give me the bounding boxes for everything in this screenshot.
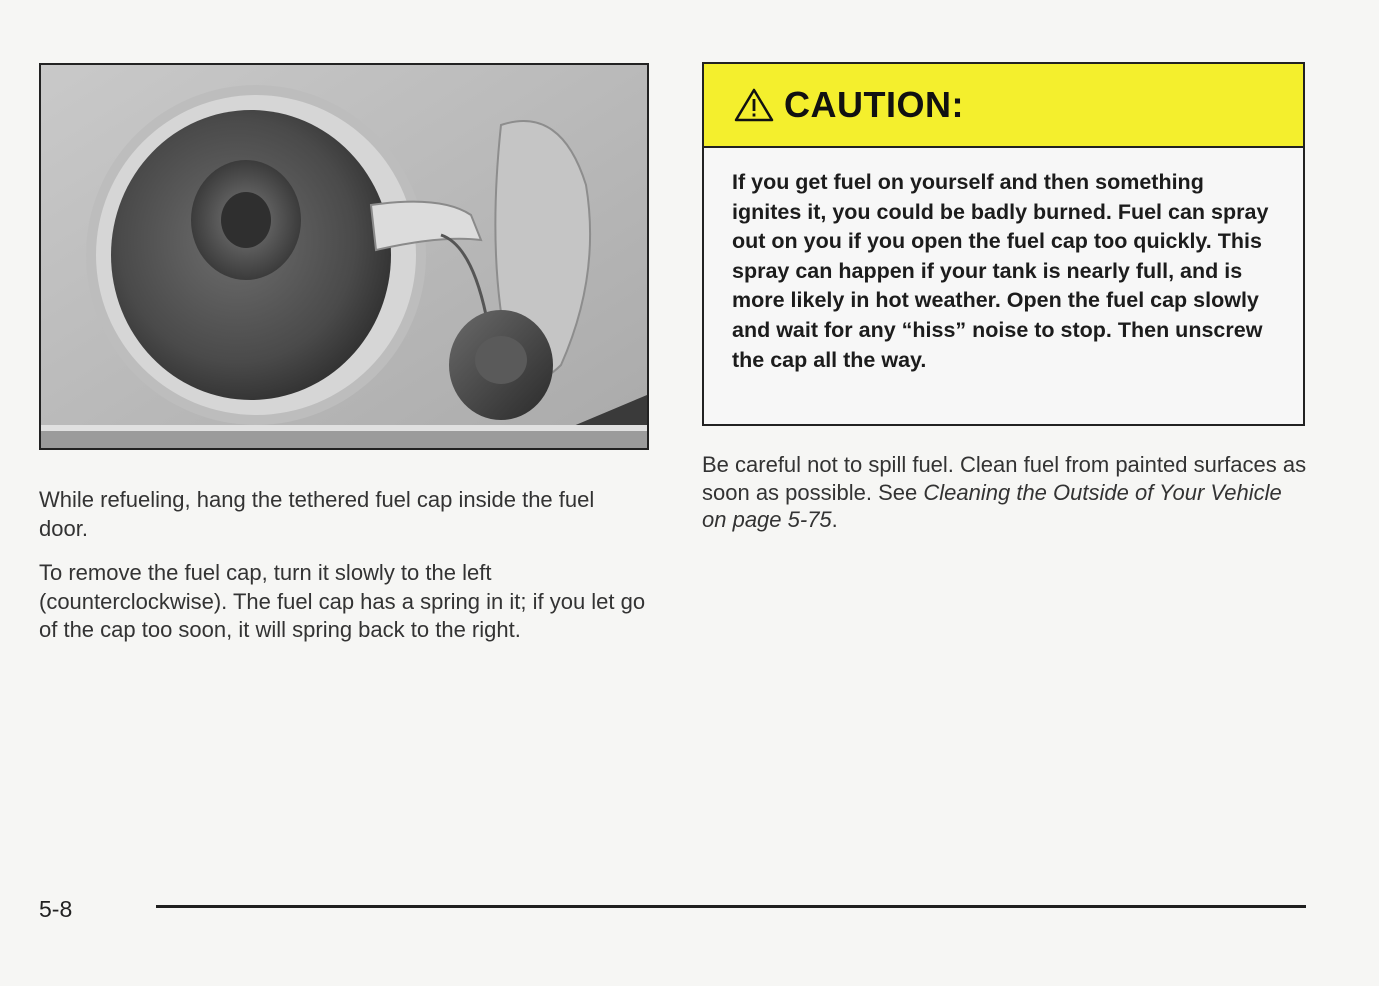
cleaning-reference: Cleaning the Outside of Your Vehicle on page 5-75	[702, 479, 1282, 532]
fuel-cap-photo	[39, 63, 649, 450]
caution-title: CAUTION:	[784, 84, 964, 125]
caution-text: If you get fuel on yourself and then something ignites it, you could be badly burned. Fuel can spray out on you if you open the fuel cap too quickly. This spray can happen if your tank is nearly full, and is more likely in hot weather. Open the fuel cap slowly and wait for any “hiss” noise to stop. Then unscrew the cap all the way.	[732, 170, 1269, 372]
warning-triangle-icon	[734, 88, 774, 122]
refuel-paragraph-1: While refueling, hang the tethered fuel cap inside the fuel door.	[39, 487, 595, 541]
page-number: 5-8	[39, 896, 73, 922]
caution-box	[702, 62, 1305, 426]
refuel-paragraph-2: To remove the fuel cap, turn it slowly to the left (counterclockwise). The fuel cap has a spring in it; if you let go of the cap too soon, it will spring back to the right.	[39, 560, 646, 642]
spill-paragraph	[702, 451, 1312, 534]
left-column	[39, 486, 649, 661]
footer-rule	[156, 905, 1306, 908]
caution-header	[704, 64, 1303, 148]
spill-text: Be careful not to spill fuel. Clean fuel from painted surfaces as soon as possible. See	[702, 452, 1307, 505]
spill-text-end: .	[831, 507, 838, 532]
